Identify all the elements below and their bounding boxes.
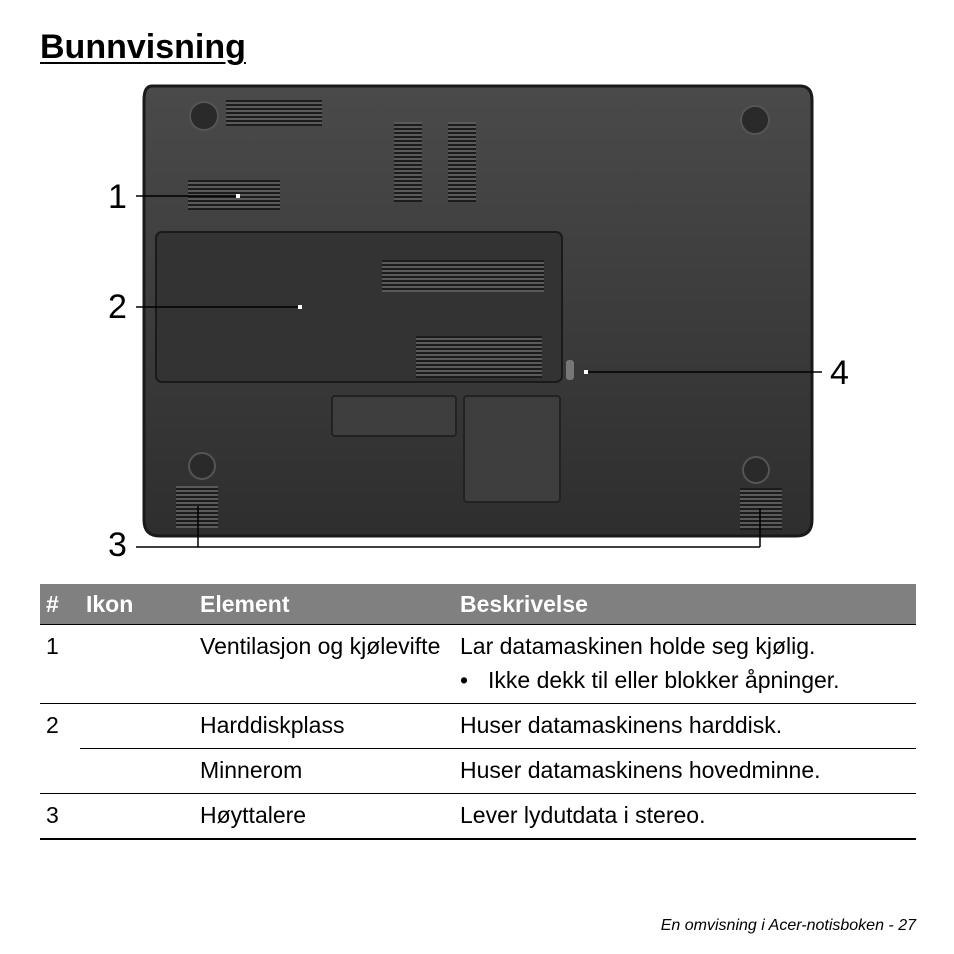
rubber-foot bbox=[190, 102, 218, 130]
callout-3: 3 bbox=[108, 526, 127, 564]
row-element: Ventilasjon og kjølevifte bbox=[194, 625, 454, 704]
row-description: Huser datamaskinens hovedminne. bbox=[454, 749, 916, 794]
table-row bbox=[40, 625, 916, 704]
rubber-foot bbox=[743, 457, 769, 483]
row-element: Minnerom bbox=[194, 749, 454, 794]
row-description: Huser datamaskinens harddisk. bbox=[454, 704, 916, 749]
description-bullet: • Ikke dekk til eller blokker åpninger. bbox=[460, 667, 840, 693]
callout-2: 2 bbox=[108, 288, 127, 326]
speaker-grille bbox=[740, 488, 782, 530]
component-table bbox=[40, 584, 916, 840]
page-title: Bunnvisning bbox=[40, 28, 246, 66]
callout-4: 4 bbox=[830, 354, 849, 392]
table-row bbox=[40, 794, 916, 840]
row-icon bbox=[80, 749, 194, 794]
row-element: Høyttalere bbox=[200, 802, 307, 828]
laptop-bottom-figure bbox=[100, 80, 860, 570]
table-header-row bbox=[40, 584, 916, 625]
row-number: 2 bbox=[40, 704, 80, 794]
center-vent bbox=[448, 122, 476, 202]
bullet-text: Ikke dekk til eller blokker åpninger. bbox=[488, 667, 840, 693]
row-element: Harddiskplass bbox=[194, 704, 454, 749]
small-panel bbox=[464, 396, 560, 502]
row-description bbox=[454, 625, 916, 704]
row-icon bbox=[80, 794, 194, 840]
header-description: Beskrivelse bbox=[454, 584, 916, 625]
header-element: Element bbox=[194, 584, 454, 625]
small-panel bbox=[332, 396, 456, 436]
cover-vent bbox=[382, 260, 544, 292]
laptop-bottom-illustration bbox=[100, 80, 860, 570]
row-icon bbox=[80, 704, 194, 749]
callout-1: 1 bbox=[108, 178, 127, 216]
cover-vent bbox=[416, 336, 542, 378]
row-description: Lever lydutdata i stereo. bbox=[460, 802, 706, 828]
battery-latch bbox=[566, 360, 574, 380]
rubber-foot bbox=[189, 453, 215, 479]
row-number: 1 bbox=[40, 625, 80, 704]
top-vent bbox=[226, 100, 322, 126]
fan-vent bbox=[188, 180, 280, 210]
table-row bbox=[40, 704, 916, 749]
page-footer: En omvisning i Acer-notisboken - 27 bbox=[660, 917, 916, 934]
table-row bbox=[40, 749, 916, 794]
rubber-foot bbox=[741, 106, 769, 134]
header-icon: Ikon bbox=[80, 584, 194, 625]
speaker-grille bbox=[176, 486, 218, 528]
header-number: # bbox=[40, 584, 80, 625]
row-number: 3 bbox=[46, 802, 59, 828]
center-vent bbox=[394, 122, 422, 202]
description-text: Lar datamaskinen holde seg kjølig. bbox=[460, 633, 816, 659]
row-icon bbox=[80, 625, 194, 704]
